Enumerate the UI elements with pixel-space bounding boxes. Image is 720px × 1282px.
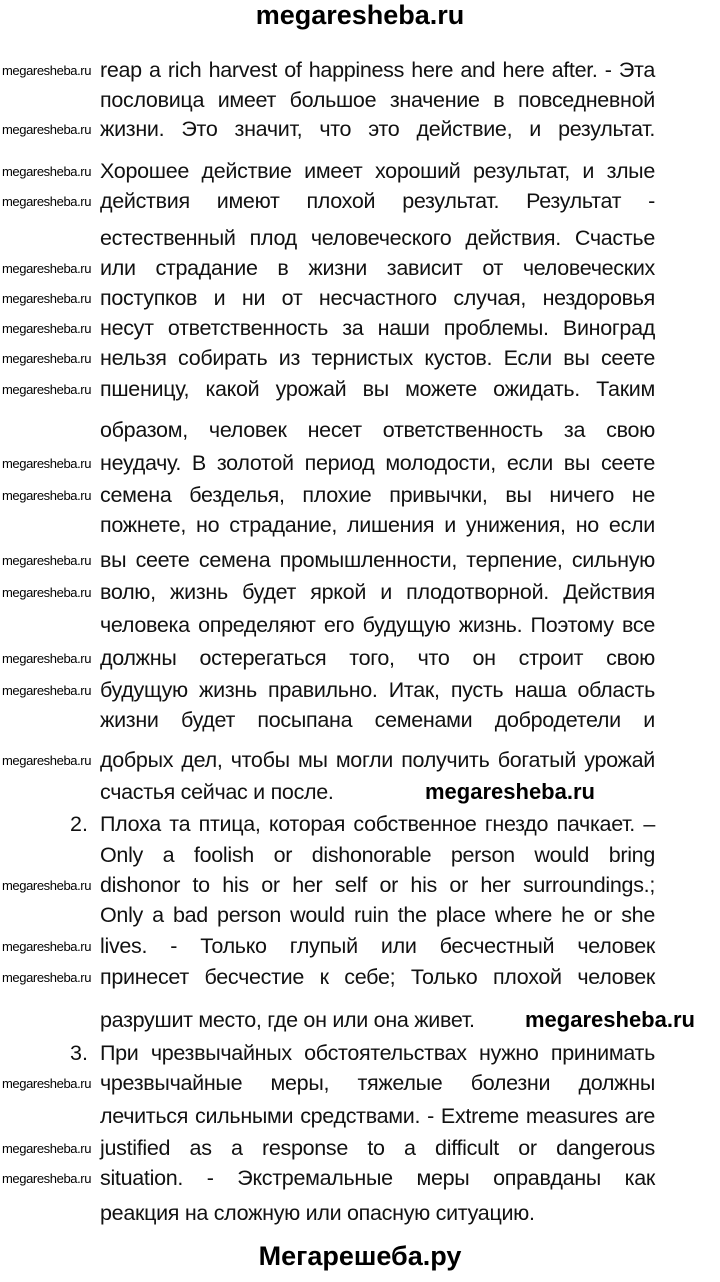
list-item-number: 3. [70,1041,88,1065]
text-line: поступков и ни от несчастного случая, нездоровья [100,286,655,310]
text-line: пословица имеет большое значение в повседневной [100,88,655,112]
watermark: megaresheba.ru [2,878,92,893]
site-footer: Мегарешеба.ру [258,1241,462,1271]
text-line: lives. - Только глупый или бесчестный человек [100,934,655,958]
text-line: Only a bad person would ruin the place where he or she [100,903,655,927]
watermark: megaresheba.ru [2,585,92,600]
text-line: чрезвычайные меры, тяжелые болезни должны [100,1071,655,1095]
watermark: megaresheba.ru [2,382,92,397]
watermark: megaresheba.ru [2,1141,92,1156]
text-line: reap a rich harvest of happiness here and here after. - Эта [100,58,655,82]
text-line: Only a foolish or dishonorable person would bring [100,843,655,867]
watermark: megaresheba.ru [2,194,92,209]
text-line: Хорошее действие имеет хороший результат, и злые [100,159,655,183]
text-line: пожнете, но страдание, лишения и унижения, но если [100,513,655,537]
text-line: принесет бесчестие к себе; Только плохой человек [100,965,655,989]
text-line: dishonor to his or her self or his or her surroundings.; [100,873,655,897]
watermark: megaresheba.ru [525,1007,695,1032]
watermark: megaresheba.ru [2,1076,92,1091]
text-line: жизни будет посыпана семенами добродетели и [100,708,655,732]
text-line: лечиться сильными средствами. - Extreme measures are [100,1104,655,1128]
watermark: megaresheba.ru [2,1171,92,1186]
watermark: megaresheba.ru [2,63,92,78]
text-line: счастья сейчас и после. [100,780,334,804]
site-header: megaresheba.ru [255,0,465,30]
watermark: megaresheba.ru [2,970,92,985]
watermark: megaresheba.ru [2,164,92,179]
text-line: несут ответственность за наши проблемы. Виноград [100,316,655,340]
watermark: megaresheba.ru [2,321,92,336]
text-line: Плоха та птица, которая собственное гнездо пачкает. – [100,812,655,836]
watermark: megaresheba.ru [2,122,92,137]
text-line: естественный плод человеческого действия. Счастье [100,226,655,250]
text-line: человека определяют его будущую жизнь. Поэтому все [100,613,655,637]
text-line: добрых дел, чтобы мы могли получить богатый урожай [100,748,655,772]
text-line: волю, жизнь будет яркой и плодотворной. Действия [100,580,655,604]
watermark: megaresheba.ru [2,261,92,276]
watermark: megaresheba.ru [2,291,92,306]
text-line: При чрезвычайных обстоятельствах нужно принимать [100,1041,655,1065]
text-line: пшеницу, какой урожай вы можете ожидать. Таким [100,377,655,401]
text-line: разрушит место, где он или она живет. [100,1008,475,1032]
watermark: megaresheba.ru [2,651,92,666]
text-line: реакция на сложную или опасную ситуацию. [100,1201,535,1225]
watermark: megaresheba.ru [425,779,595,804]
text-line: justified as a response to a difficult or dangerous [100,1136,655,1160]
watermark: megaresheba.ru [2,683,92,698]
text-line: нельзя собирать из тернистых кустов. Если вы сеете [100,346,655,370]
text-line: должны остерегаться того, что он строит свою [100,646,655,670]
text-line: situation. - Экстремальные меры оправданы как [100,1166,655,1190]
text-line: или страдание в жизни зависит от человеческих [100,256,655,280]
watermark: megaresheba.ru [2,351,92,366]
text-line: жизни. Это значит, что это действие, и результат. [100,117,655,141]
list-item-number: 2. [70,812,88,836]
text-line: вы сеете семена промышленности, терпение, сильную [100,548,655,572]
watermark: megaresheba.ru [2,939,92,954]
watermark: megaresheba.ru [2,456,92,471]
text-line: неудачу. В золотой период молодости, если вы сеете [100,451,655,475]
text-line: семена безделья, плохие привычки, вы ничего не [100,483,655,507]
watermark: megaresheba.ru [2,753,92,768]
text-line: образом, человек несет ответственность за свою [100,418,655,442]
text-line: будущую жизнь правильно. Итак, пусть наша область [100,678,655,702]
watermark: megaresheba.ru [2,488,92,503]
watermark: megaresheba.ru [2,553,92,568]
text-line: действия имеют плохой результат. Результат - [100,189,655,213]
